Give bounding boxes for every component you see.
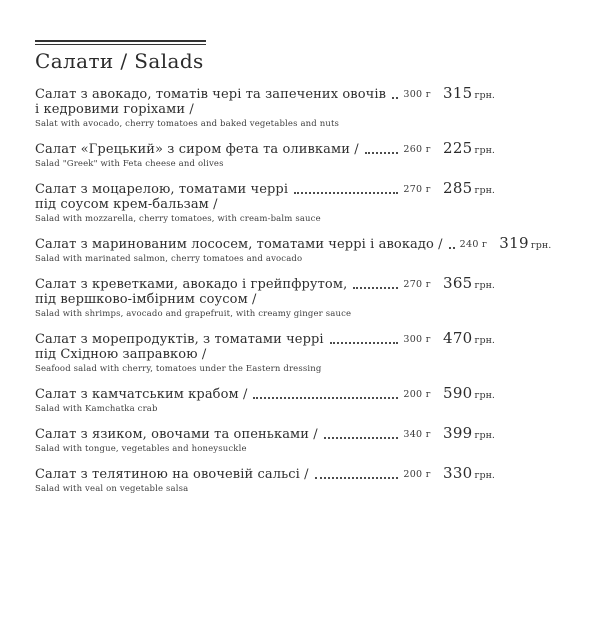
menu-item-row <box>35 273 495 292</box>
item-price <box>443 328 495 347</box>
price-amount: 330 <box>443 464 473 482</box>
item-description: Salad "Greek" with Feta cheese and olives <box>35 159 224 169</box>
item-name: Салат з язиком, овочами та опеньками / <box>35 427 318 442</box>
item-description: Salad with Kamchatka crab <box>35 404 158 414</box>
price-amount: 365 <box>443 274 473 292</box>
menu-item-row <box>35 383 495 402</box>
menu-item-row <box>35 463 495 482</box>
item-name: Салат з камчатським крабом / <box>35 387 248 402</box>
item-name-line2: під Східною заправкою / <box>35 347 207 362</box>
item-description: Seafood salad with cherry, tomatoes under the Eastern dressing <box>35 364 322 374</box>
section-title: Салати / Salads <box>35 49 204 73</box>
price-amount: 285 <box>443 179 473 197</box>
dot-leader <box>365 152 399 154</box>
price-currency: грн. <box>474 430 495 441</box>
dot-leader <box>253 397 398 399</box>
menu-items-list <box>35 83 552 494</box>
menu-item-row <box>35 178 495 197</box>
item-name: Салат з моцарелою, томатами черрі <box>35 182 289 197</box>
menu-item-row <box>35 328 495 347</box>
item-price <box>499 233 552 252</box>
dot-leader <box>330 342 399 344</box>
price-currency: грн. <box>530 240 552 251</box>
price-currency: грн. <box>474 470 495 481</box>
menu-item <box>35 423 495 454</box>
price-currency: грн. <box>474 145 495 156</box>
price-currency: грн. <box>474 390 495 401</box>
menu-item <box>35 328 495 374</box>
item-weight: 270 г <box>403 184 431 195</box>
dot-leader <box>449 247 455 249</box>
item-name: Салат з авокадо, томатів чері та запечених овочів <box>35 87 386 102</box>
menu-item <box>35 463 495 494</box>
item-description: Salad with shrimps, avocado and grapefruit, with creamy ginger sauce <box>35 309 352 319</box>
menu-item <box>35 233 552 264</box>
item-price <box>443 138 495 157</box>
item-name: Салат «Грецький» з сиром фета та оливками / <box>35 142 359 157</box>
item-name-line2: і кедровими горіхами / <box>35 102 194 117</box>
price-amount: 470 <box>443 329 473 347</box>
item-name: Салат з морепродуктів, з томатами черрі <box>35 332 324 347</box>
item-description: Salad with marinated salmon, cherry tomatoes and avocado <box>35 254 303 264</box>
price-currency: грн. <box>474 185 495 196</box>
item-description: Salad with veal on vegetable salsa <box>35 484 189 494</box>
item-weight: 300 г <box>403 89 431 100</box>
item-price <box>443 423 495 442</box>
item-price <box>443 383 495 402</box>
price-amount: 225 <box>443 139 473 157</box>
menu-item-row <box>35 233 552 252</box>
section-header <box>35 40 206 73</box>
item-name-line2: під соусом крем-бальзам / <box>35 197 218 212</box>
section-rule <box>35 40 206 45</box>
menu-item <box>35 178 495 224</box>
item-weight: 270 г <box>403 279 431 290</box>
price-currency: грн. <box>474 280 495 291</box>
price-currency: грн. <box>474 90 495 101</box>
item-description: Salad with tongue, vegetables and honeysuckle <box>35 444 247 454</box>
item-price <box>443 83 495 102</box>
item-weight: 260 г <box>403 144 431 155</box>
item-name: Салат з креветками, авокадо і грейпфрутом, <box>35 277 348 292</box>
item-name-line2: під вершково-імбірним соусом / <box>35 292 257 307</box>
item-description: Salat with avocado, cherry tomatoes and baked vegetables and nuts <box>35 119 340 129</box>
dot-leader <box>324 437 399 439</box>
menu-item <box>35 273 495 319</box>
dot-leader <box>294 192 398 194</box>
menu-item-row <box>35 423 495 442</box>
dot-leader <box>392 97 398 99</box>
menu-item <box>35 383 495 414</box>
menu-item <box>35 83 495 129</box>
price-amount: 319 <box>499 234 529 252</box>
item-name: Салат з маринованим лососем, томатами черрі і авокадо / <box>35 237 443 252</box>
item-price <box>443 273 495 292</box>
dot-leader <box>315 477 399 479</box>
menu-item-row <box>35 83 495 102</box>
item-description: Salad with mozzarella, cherry tomatoes, with cream-balm sauce <box>35 214 321 224</box>
price-currency: грн. <box>474 335 495 346</box>
item-weight: 340 г <box>403 429 431 440</box>
item-price <box>443 463 495 482</box>
menu-item <box>35 138 495 169</box>
item-weight: 200 г <box>403 469 431 480</box>
price-amount: 399 <box>443 424 473 442</box>
dot-leader <box>353 287 398 289</box>
item-name: Салат з телятиною на овочевій сальсі / <box>35 467 309 482</box>
price-amount: 315 <box>443 84 473 102</box>
menu-item-row <box>35 138 495 157</box>
item-weight: 300 г <box>403 334 431 345</box>
price-amount: 590 <box>443 384 473 402</box>
item-price <box>443 178 495 197</box>
item-weight: 240 г <box>459 239 488 250</box>
item-weight: 200 г <box>403 389 431 400</box>
